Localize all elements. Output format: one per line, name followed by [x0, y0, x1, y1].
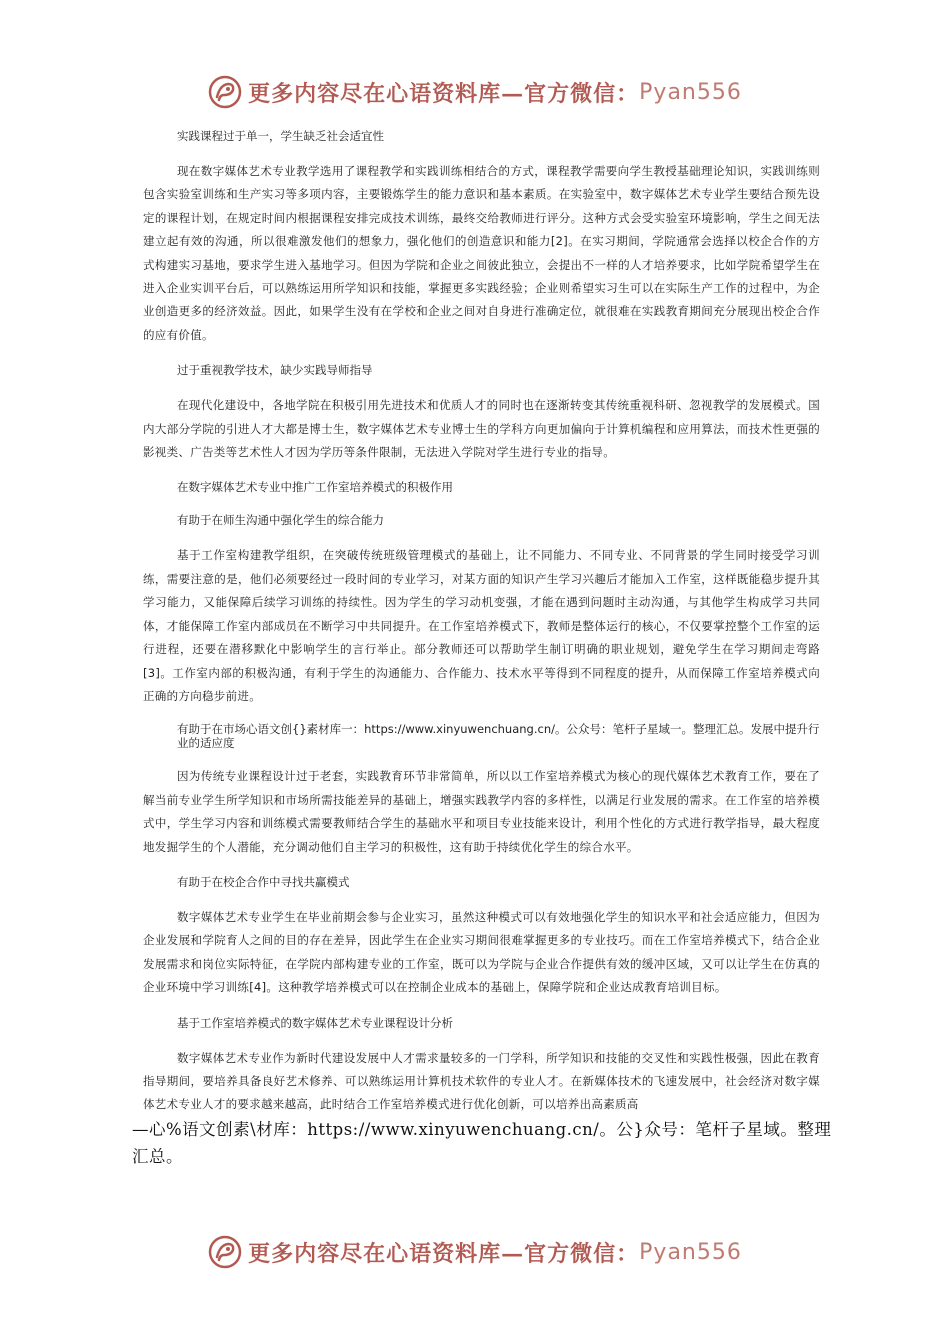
header-banner	[0, 72, 950, 112]
section-heading: 有助于在市场心语文创{}素材库一：https://www.xinyuwenchuang.cn/。公众号：笔杆子星域一。整理汇总。发展中提升行业的适应度	[177, 722, 820, 751]
body-paragraph: 在现代化建设中，各地学院在积极引用先进技术和优质人才的同时也在逐渐转变其传统重视科研、忽视教学的发展模式。国内大部分学院的引进人才大都是博士生，数字媒体艺术专业博士生的学科方向更加偏向于计算机编程和应用算法，而技术性更强的影视类、广告类等艺术性人才因为学历等条件限制，无法进入学院对学生进行专业的指导。	[143, 398, 820, 460]
section-heading: 在数字媒体艺术专业中推广工作室培养模式的积极作用	[177, 480, 453, 495]
brand-logo-icon	[208, 75, 242, 109]
footer-banner	[0, 1232, 950, 1272]
section-heading: 实践课程过于单一，学生缺乏社会适宜性	[177, 129, 384, 143]
brand-logo-icon	[208, 1235, 242, 1269]
section-heading: 过于重视教学技术，缺少实践导师指导	[177, 363, 373, 378]
banner-wechat-id: Pyan556	[639, 1239, 742, 1265]
body-paragraph: 数字媒体艺术专业学生在毕业前期会参与企业实习，虽然这种模式可以有效地强化学生的知识水平和社会适应能力，但因为企业发展和学院育人之间的目的存在差异，因此学生在企业实习期间很难掌握更多的专业技巧。而在工作室培养模式下，结合企业发展需求和岗位实际特征，在学院内部构建专业的工作室，既可以为学院与企业合作提供有效的缓冲区域，又可以让学生在仿真的企业环境中学习训练[4]。这种教学培养模式可以在控制企业成本的基础上，保障学院和企业达成教育培训目标。	[143, 909, 820, 995]
body-paragraph: 基于工作室构建教学组织，在突破传统班级管理模式的基础上，让不同能力、不同专业、不同背景的学生同时接受学习训练，需要注意的是，他们必须要经过一段时间的专业学习，对某方面的知识产生学习兴趣后才能加入工作室，这样既能稳步提升其学习能力，又能保障后续学习训练的持续性。因为学生的学习动机变强，才能在遇到问题时主动沟通，与其他学生构成学习共同体，才能保障工作室内部成员在不断学习中共同提升。在工作室培养模式下，教师是整体运行的核心，不仅要掌控整个工作室的运行进程，还要在潜移默化中影响学生的言行举止。部分教师还可以帮助学生制订明确的职业规划，避免学生在学习期间走弯路[3]。工作室内部的积极沟通，有利于学生的沟通能力、合作能力、技术水平等得到不同程度的提升，从而保障工作室培养模式向正确的方向稳步前进。	[143, 548, 820, 703]
banner-text: 更多内容尽在心语资料库—官方微信：	[248, 1240, 640, 1267]
banner-text: 更多内容尽在心语资料库—官方微信：	[248, 80, 640, 107]
document-body	[143, 127, 820, 1117]
banner-wechat-id: Pyan556	[639, 79, 742, 105]
section-heading: 基于工作室培养模式的数字媒体艺术专业课程设计分析	[177, 1015, 453, 1030]
body-paragraph: 数字媒体艺术专业作为新时代建设发展中人才需求量较多的一门学科，所学知识和技能的交叉性和实践性极强，因此在教育指导期间，要培养具备良好艺术修养、可以熟练运用计算机技术软件的专业人才。在新媒体技术的飞速发展中，社会经济对数字媒体艺术专业人才的要求越来越高，此时结合工作室培养模式进行优化创新，可以培养出高素质高	[143, 1050, 820, 1112]
body-paragraph: 因为传统专业课程设计过于老套，实践教育环节非常简单，所以以工作室培养模式为核心的现代媒体艺术教育工作，要在了解当前专业学生所学知识和市场所需技能差异的基础上，增强实践教学内容的多样性，以满足行业发展的需求。在工作室的培养模式中，学生学习内容和训练模式需要教师结合学生的基础水平和项目专业技能来设计，利用个性化的方式进行教学指导，最大程度地发掘学生的个人潜能，充分调动他们自主学习的积极性，这有助于持续优化学生的综合水平。	[143, 769, 820, 854]
footer-note: —心%语文创素\材库：https://www.xinyuwenchuang.cn/。公}众号：笔杆子星域。整理汇总。	[132, 1120, 832, 1166]
section-heading: 有助于在师生沟通中强化学生的综合能力	[177, 513, 384, 528]
section-heading: 有助于在校企合作中寻找共赢模式	[177, 874, 350, 889]
body-paragraph: 现在数字媒体艺术专业教学选用了课程教学和实践训练相结合的方式，课程教学需要向学生教授基础理论知识，实践训练则包含实验室训练和生产实习等多项内容，主要锻炼学生的能力意识和基本素质。在实验室中，数字媒体艺术专业学生要结合预先设定的课程计划，在规定时间内根据课程安排完成技术训练，最终交给教师进行评分。这种方式会受实验室环境影响，学生之间无法建立起有效的沟通，所以很难激发他们的想象力，强化他们的创造意识和能力[2]。在实习期间，学院通常会选择以校企合作的方式构建实习基地，要求学生进入基地学习。但因为学院和企业之间彼此独立，会提出不一样的人才培养要求，比如学院希望学生在进入企业实训平台后，可以熟练运用所学知识和技能，掌握更多实践经验；企业则希望实习生可以在实际生产工作的过程中，为企业创造更多的经济效益。因此，如果学生没有在学校和企业之间对自身进行准确定位，就很难在实践教育期间充分展现出校企合作的应有价值。	[143, 164, 820, 342]
